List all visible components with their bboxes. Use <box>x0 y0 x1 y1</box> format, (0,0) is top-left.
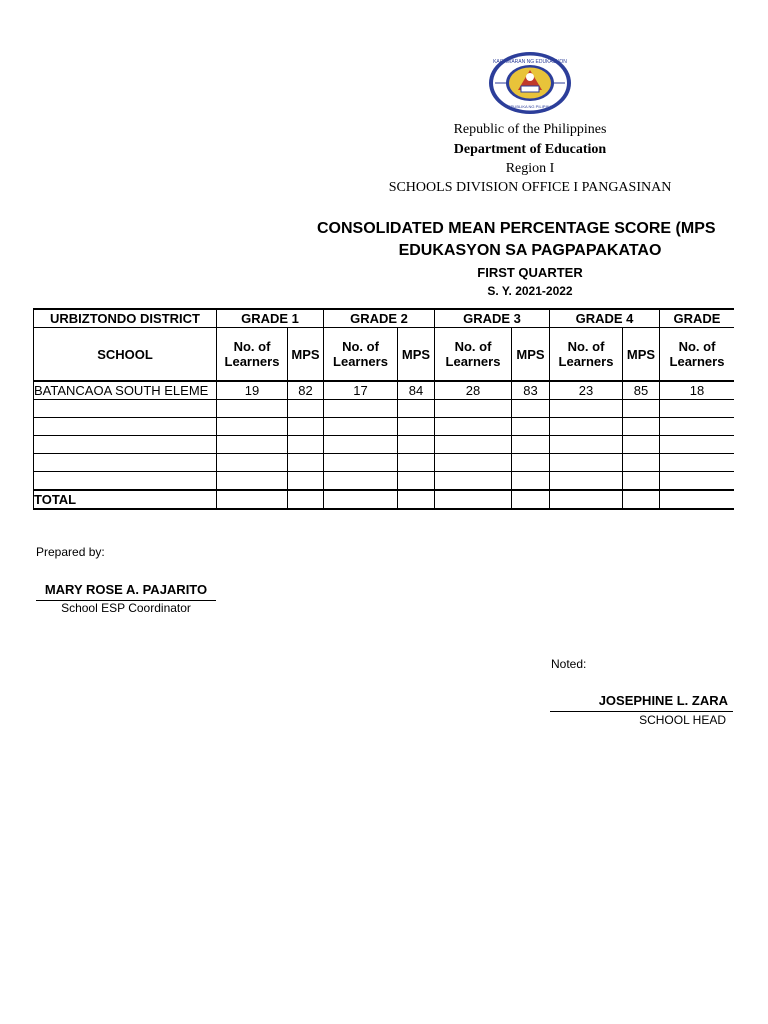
table-row <box>34 472 735 491</box>
learners-header: No. of Learners <box>435 328 512 382</box>
grade-4-mps-cell <box>623 418 660 436</box>
grade-3-mps-cell <box>512 472 550 491</box>
page-edge-mask <box>734 300 768 530</box>
grade-3-learners-cell <box>435 454 512 472</box>
grade-3-learners-cell <box>435 472 512 491</box>
grade-1-header: GRADE 1 <box>217 309 324 328</box>
grade-2-mps-cell <box>398 472 435 491</box>
school-name-cell <box>34 436 217 454</box>
grade-4-learners-cell <box>550 400 623 418</box>
grade-2-learners-cell <box>324 454 398 472</box>
grade-1-mps-cell <box>288 472 324 491</box>
mps-header: MPS <box>623 328 660 382</box>
grade-3-learners-cell: 28 <box>435 381 512 400</box>
noted-label: Noted: <box>551 657 587 671</box>
grade-4-learners-cell <box>550 418 623 436</box>
total-row <box>34 490 735 509</box>
grade-4-learners-cell <box>550 472 623 491</box>
school-name-cell <box>34 400 217 418</box>
prepared-by-name: MARY ROSE A. PAJARITO <box>44 582 208 597</box>
grade-3-header: GRADE 3 <box>435 309 550 328</box>
grade-1-learners-cell <box>217 454 288 472</box>
grade-1-learners-cell: 19 <box>217 381 288 400</box>
grade-1-mps-cell: 82 <box>288 381 324 400</box>
grade-5-learners-cell: 18 <box>660 381 735 400</box>
table-row <box>34 454 735 472</box>
noted-role: SCHOOL HEAD <box>639 713 726 727</box>
noted-name: JOSEPHINE L. ZARA <box>598 693 728 708</box>
grade-2-learners-cell <box>324 400 398 418</box>
grade-2-mps-cell: 84 <box>398 381 435 400</box>
grade-4-mps-cell <box>623 400 660 418</box>
grade-3-mps-cell <box>512 418 550 436</box>
seal-bottom-text: REPUBLIKA NG PILIPINAS <box>505 104 555 109</box>
table-row <box>34 436 735 454</box>
prepared-by-label: Prepared by: <box>36 545 105 559</box>
grade-2-learners-cell <box>324 418 398 436</box>
grade-4-learners-cell <box>550 436 623 454</box>
grade-1-mps-cell <box>288 400 324 418</box>
grade-3-mps-cell: 83 <box>512 381 550 400</box>
grade-3-mps-cell <box>512 400 550 418</box>
column-header-row <box>34 328 735 382</box>
grade-3-mps-cell <box>512 454 550 472</box>
grade-1-mps-cell <box>288 454 324 472</box>
grade-4-mps-cell <box>623 472 660 491</box>
mps-table <box>33 308 735 510</box>
grade-2-mps-cell <box>398 454 435 472</box>
learners-header: No. of Learners <box>217 328 288 382</box>
table-row <box>34 381 735 400</box>
seal-top-text: KAGAWARAN NG EDUKASYON <box>493 59 567 65</box>
grade-1-mps-cell <box>288 418 324 436</box>
department-line: Department of Education <box>453 142 607 157</box>
learners-header: No. of Learners <box>660 328 735 382</box>
grade-4-mps-cell <box>623 454 660 472</box>
grade-5-header: GRADE <box>660 309 735 328</box>
grade-1-mps-cell <box>288 436 324 454</box>
grade-4-header: GRADE 4 <box>550 309 660 328</box>
grade-2-header: GRADE 2 <box>324 309 435 328</box>
grade-5-learners-cell <box>660 472 735 491</box>
district-header: URBIZTONDO DISTRICT <box>34 309 217 328</box>
deped-seal-logo <box>487 50 573 116</box>
mps-header: MPS <box>398 328 435 382</box>
grade-3-mps-cell <box>512 436 550 454</box>
total-label: TOTAL <box>34 490 217 509</box>
grade-5-learners-cell <box>660 454 735 472</box>
grade-header-row <box>34 309 735 328</box>
mps-header: MPS <box>288 328 324 382</box>
grade-1-learners-cell <box>217 472 288 491</box>
school-name-cell <box>34 418 217 436</box>
grade-5-learners-cell <box>660 418 735 436</box>
grade-2-learners-cell <box>324 436 398 454</box>
quarter-label: FIRST QUARTER <box>477 265 583 280</box>
grade-4-mps-cell: 85 <box>623 381 660 400</box>
learners-header: No. of Learners <box>550 328 623 382</box>
school-year-label: S. Y. 2021-2022 <box>487 284 573 298</box>
grade-4-learners-cell <box>550 454 623 472</box>
subject-title: EDUKASYON SA PAGPAPAKATAO <box>398 242 662 259</box>
grade-1-learners-cell <box>217 436 288 454</box>
grade-4-mps-cell <box>623 436 660 454</box>
grade-3-learners-cell <box>435 400 512 418</box>
grade-2-learners-cell <box>324 472 398 491</box>
table-row <box>34 418 735 436</box>
grade-1-learners-cell <box>217 400 288 418</box>
school-name-cell: BATANCAOA SOUTH ELEME <box>34 381 217 400</box>
grade-2-mps-cell <box>398 400 435 418</box>
division-line: SCHOOLS DIVISION OFFICE I PANGASINAN <box>388 180 672 195</box>
school-header: SCHOOL <box>34 328 217 382</box>
grade-2-learners-cell: 17 <box>324 381 398 400</box>
grade-1-learners-cell <box>217 418 288 436</box>
grade-5-learners-cell <box>660 400 735 418</box>
grade-2-mps-cell <box>398 436 435 454</box>
grade-4-learners-cell: 23 <box>550 381 623 400</box>
republic-line: Republic of the Philippines <box>453 122 607 137</box>
school-name-cell <box>34 472 217 491</box>
prepared-by-role: School ESP Coordinator <box>61 601 191 615</box>
learners-header: No. of Learners <box>324 328 398 382</box>
region-line: Region I <box>505 161 555 176</box>
school-name-cell <box>34 454 217 472</box>
grade-2-mps-cell <box>398 418 435 436</box>
signature-line <box>550 711 733 712</box>
table-row <box>34 400 735 418</box>
report-title: CONSOLIDATED MEAN PERCENTAGE SCORE (MPS <box>317 220 716 237</box>
grade-3-learners-cell <box>435 436 512 454</box>
grade-5-learners-cell <box>660 436 735 454</box>
grade-3-learners-cell <box>435 418 512 436</box>
mps-header: MPS <box>512 328 550 382</box>
